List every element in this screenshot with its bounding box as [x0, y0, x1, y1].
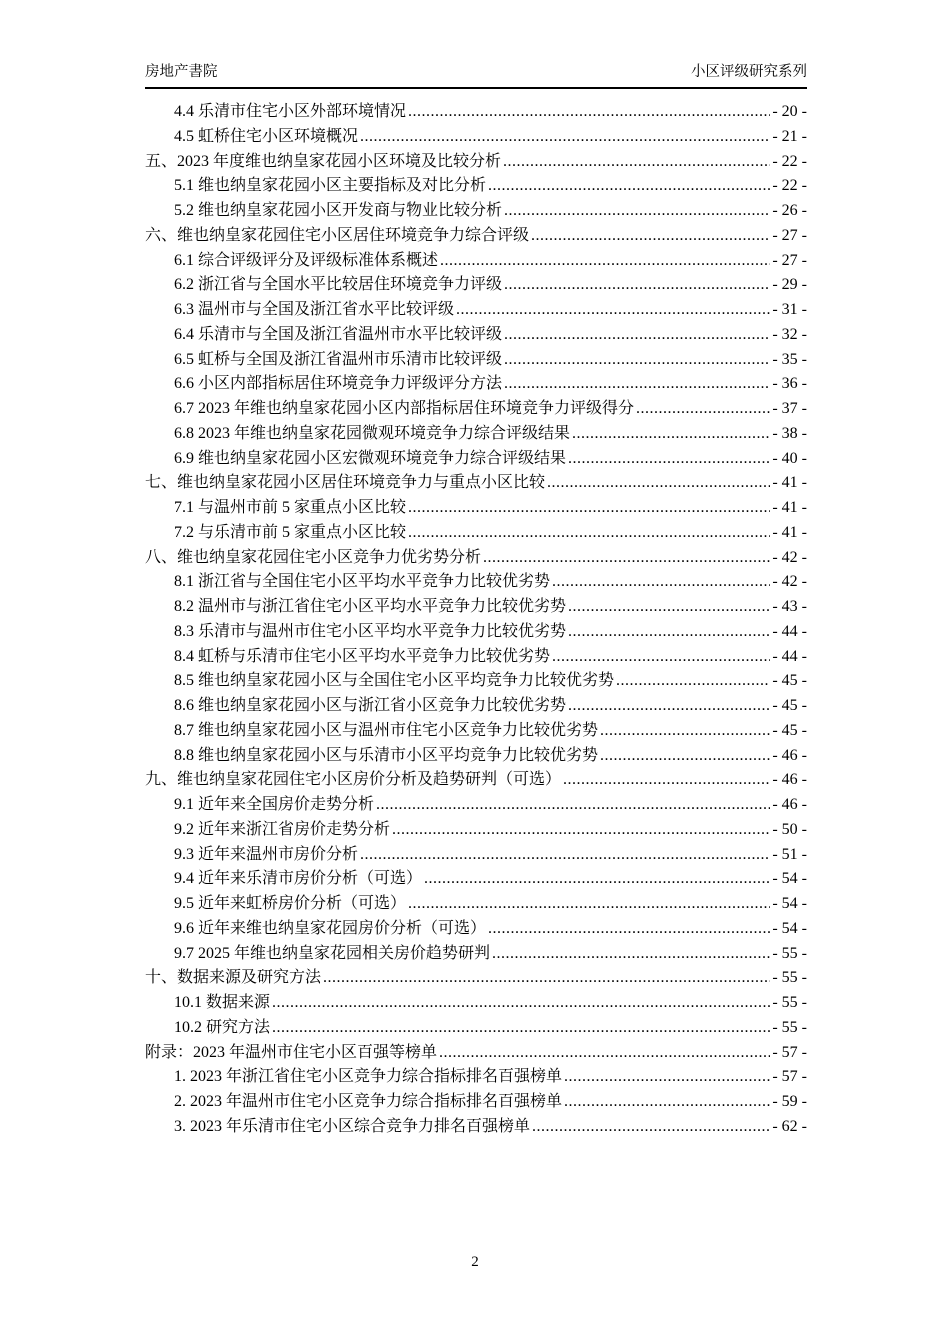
toc-entry[interactable] — [145, 150, 807, 175]
toc-entry[interactable] — [145, 620, 807, 645]
toc-leader-dots — [408, 892, 770, 917]
toc-entry-label: 9.1 近年来全国房价走势分析 — [174, 796, 375, 813]
toc-leader-dots — [531, 224, 770, 249]
toc-entry[interactable] — [145, 496, 807, 521]
toc-entry-page: - 22 - — [772, 152, 807, 170]
toc-entry-label: 4.5 虹桥住宅小区环境概况 — [174, 127, 359, 145]
toc-entry-label: 八、维也纳皇家花园住宅小区竞争力优劣势分析 — [145, 548, 482, 566]
toc-entry-page: - 41 - — [772, 523, 807, 541]
toc-entry[interactable] — [145, 1090, 807, 1115]
toc-entry[interactable] — [145, 273, 807, 298]
toc-entry-page: - 38 - — [772, 424, 807, 442]
toc-entry-page: - 20 - — [772, 103, 807, 120]
toc-leader-dots — [488, 174, 770, 199]
toc-entry-page: - 51 - — [772, 845, 807, 863]
toc-entry-page: - 62 - — [772, 1117, 807, 1135]
toc-entry[interactable] — [145, 298, 807, 323]
toc-entry-label: 七、维也纳皇家花园小区居住环境竞争力与重点小区比较 — [145, 474, 546, 492]
toc-entry-label: 5.1 维也纳皇家花园小区主要指标及对比分析 — [174, 177, 487, 195]
toc-entry[interactable] — [145, 1041, 807, 1066]
toc-entry-label: 9.6 近年来维也纳皇家花园房价分析（可选） — [174, 919, 487, 937]
toc-leader-dots — [323, 966, 770, 991]
toc-entry[interactable] — [145, 942, 807, 967]
toc-entry[interactable] — [145, 793, 807, 818]
toc-entry[interactable] — [145, 372, 807, 397]
toc-entry-label: 5.2 维也纳皇家花园小区开发商与物业比较分析 — [174, 202, 503, 219]
toc-leader-dots — [552, 570, 770, 595]
toc-entry-label: 9.4 近年来乐清市房价分析（可选） — [174, 870, 423, 888]
toc-leader-dots — [568, 447, 770, 472]
toc-leader-dots — [360, 125, 770, 150]
toc-entry-page: - 55 - — [772, 969, 807, 987]
toc-entry-label: 6.8 2023 年维也纳皇家花园微观环境竞争力综合评级结果 — [174, 424, 571, 442]
toc-entry-page: - 41 - — [772, 499, 807, 516]
toc-entry-page: - 55 - — [772, 1018, 807, 1036]
toc-entry-page: - 29 - — [772, 276, 807, 294]
toc-entry[interactable] — [145, 323, 807, 348]
toc-entry[interactable] — [145, 645, 807, 670]
toc-entry-page: - 54 - — [772, 870, 807, 888]
toc-entry-page: - 54 - — [772, 895, 807, 912]
toc-entry[interactable] — [145, 1016, 807, 1041]
toc-entry-label: 6.6 小区内部指标居住环境竞争力评级评分方法 — [174, 375, 503, 393]
toc-entry[interactable] — [145, 521, 807, 546]
toc-entry-label: 10.2 研究方法 — [174, 1018, 271, 1036]
toc-entry-page: - 50 - — [772, 820, 807, 838]
toc-leader-dots — [439, 1041, 770, 1066]
toc-entry-page: - 45 - — [772, 697, 807, 714]
toc-leader-dots — [272, 991, 770, 1016]
toc-entry[interactable] — [145, 867, 807, 892]
toc-entry-label: 10.1 数据来源 — [174, 994, 271, 1011]
table-of-contents — [145, 100, 807, 1140]
toc-leader-dots — [408, 521, 770, 546]
header-right-text: 小区评级研究系列 — [691, 64, 807, 80]
toc-entry-page: - 27 - — [772, 226, 807, 244]
toc-entry-page: - 35 - — [772, 350, 807, 368]
toc-entry[interactable] — [145, 249, 807, 274]
toc-entry-label: 十、数据来源及研究方法 — [145, 969, 322, 987]
toc-leader-dots — [492, 942, 770, 967]
toc-entry-page: - 40 - — [772, 449, 807, 467]
toc-leader-dots — [572, 422, 770, 447]
toc-entry-page: - 26 - — [772, 202, 807, 219]
toc-leader-dots — [568, 595, 770, 620]
toc-entry[interactable] — [145, 570, 807, 595]
toc-entry[interactable] — [145, 768, 807, 793]
toc-entry-label: 8.1 浙江省与全国住宅小区平均水平竞争力比较优劣势 — [174, 573, 551, 591]
toc-entry-label: 五、2023 年度维也纳皇家花园小区环境及比较分析 — [145, 152, 502, 170]
toc-entry-label: 8.5 维也纳皇家花园小区与全国住宅小区平均竞争力比较优劣势 — [174, 672, 615, 690]
toc-entry-label: 6.1 综合评级评分及评级标准体系概述 — [174, 251, 439, 269]
toc-leader-dots — [272, 1016, 770, 1041]
toc-entry-page: - 46 - — [772, 746, 807, 764]
toc-entry-label: 8.3 乐清市与温州市住宅小区平均水平竞争力比较优劣势 — [174, 622, 567, 640]
toc-leader-dots — [408, 496, 770, 521]
toc-leader-dots — [564, 1090, 770, 1115]
toc-entry-label: 6.5 虹桥与全国及浙江省温州市乐清市比较评级 — [174, 350, 503, 368]
toc-leader-dots — [504, 273, 770, 298]
page-header — [145, 64, 807, 89]
toc-leader-dots — [488, 917, 770, 942]
toc-entry-page: - 45 - — [772, 721, 807, 739]
toc-leader-dots — [532, 1115, 770, 1140]
toc-entry-page: - 37 - — [772, 400, 807, 417]
toc-entry-label: 六、维也纳皇家花园住宅小区居住环境竞争力综合评级 — [145, 226, 530, 244]
toc-entry[interactable] — [145, 744, 807, 769]
toc-entry-label: 6.2 浙江省与全国水平比较居住环境竞争力评级 — [174, 276, 503, 294]
toc-entry-page: - 59 - — [772, 1093, 807, 1110]
toc-entry[interactable] — [145, 595, 807, 620]
toc-entry-page: - 42 - — [772, 548, 807, 566]
toc-entry[interactable] — [145, 125, 807, 150]
toc-leader-dots — [568, 694, 770, 719]
toc-entry[interactable] — [145, 199, 807, 224]
toc-entry[interactable] — [145, 669, 807, 694]
toc-entry-page: - 21 - — [772, 127, 807, 145]
toc-entry[interactable] — [145, 1115, 807, 1140]
toc-leader-dots — [456, 298, 770, 323]
toc-entry-label: 1. 2023 年浙江省住宅小区竞争力综合指标排名百强榜单 — [174, 1068, 563, 1086]
toc-leader-dots — [600, 719, 770, 744]
toc-entry-page: - 57 - — [772, 1068, 807, 1086]
toc-entry-page: - 31 - — [772, 301, 807, 318]
toc-entry-label: 8.6 维也纳皇家花园小区与浙江省小区竞争力比较优劣势 — [174, 697, 567, 714]
toc-entry-label: 8.8 维也纳皇家花园小区与乐清市小区平均竞争力比较优劣势 — [174, 746, 599, 764]
toc-leader-dots — [616, 669, 770, 694]
toc-entry-label: 9.3 近年来温州市房价分析 — [174, 845, 359, 863]
toc-leader-dots — [552, 645, 770, 670]
toc-entry-page: - 45 - — [772, 672, 807, 690]
toc-entry-page: - 43 - — [772, 598, 807, 615]
footer-page-number: 2 — [471, 1254, 479, 1270]
toc-entry-page: - 55 - — [772, 944, 807, 962]
toc-leader-dots — [504, 348, 770, 373]
toc-leader-dots — [424, 867, 770, 892]
toc-entry-label: 九、维也纳皇家花园住宅小区房价分析及趋势研判（可选） — [145, 771, 562, 789]
toc-entry[interactable] — [145, 818, 807, 843]
toc-entry-page: - 36 - — [772, 375, 807, 393]
toc-leader-dots — [504, 199, 770, 224]
toc-entry-label: 8.4 虹桥与乐清市住宅小区平均水平竞争力比较优劣势 — [174, 647, 551, 665]
toc-leader-dots — [376, 793, 770, 818]
toc-entry-label: 2. 2023 年温州市住宅小区竞争力综合指标排名百强榜单 — [174, 1093, 563, 1110]
toc-leader-dots — [360, 843, 770, 868]
toc-entry-page: - 46 - — [772, 771, 807, 789]
toc-entry-label: 6.7 2023 年维也纳皇家花园小区内部指标居住环境竞争力评级得分 — [174, 400, 635, 417]
header-left-text: 房地产書院 — [145, 64, 218, 80]
toc-entry[interactable] — [145, 471, 807, 496]
toc-entry-page: - 42 - — [772, 573, 807, 591]
toc-entry[interactable] — [145, 991, 807, 1016]
toc-leader-dots — [392, 818, 770, 843]
toc-entry-label: 9.7 2025 年维也纳皇家花园相关房价趋势研判 — [174, 944, 491, 962]
toc-entry-label: 4.4 乐清市住宅小区外部环境情况 — [174, 103, 407, 120]
toc-entry[interactable] — [145, 843, 807, 868]
toc-leader-dots — [483, 546, 770, 571]
toc-entry-page: - 55 - — [772, 994, 807, 1011]
toc-entry[interactable] — [145, 917, 807, 942]
toc-entry-label: 7.2 与乐清市前 5 家重点小区比较 — [174, 523, 407, 541]
toc-entry-page: - 27 - — [772, 251, 807, 269]
toc-leader-dots — [503, 150, 770, 175]
toc-entry-page: - 22 - — [772, 177, 807, 195]
toc-entry-label: 6.4 乐清市与全国及浙江省温州市水平比较评级 — [174, 325, 503, 343]
toc-entry-page: - 44 - — [772, 647, 807, 665]
toc-entry[interactable] — [145, 174, 807, 199]
toc-entry-label: 6.9 维也纳皇家花园小区宏微观环境竞争力综合评级结果 — [174, 449, 567, 467]
toc-leader-dots — [547, 471, 770, 496]
toc-entry-label: 9.2 近年来浙江省房价走势分析 — [174, 820, 391, 838]
toc-entry[interactable] — [145, 966, 807, 991]
toc-leader-dots — [440, 249, 770, 274]
toc-entry-page: - 32 - — [772, 325, 807, 343]
toc-entry[interactable] — [145, 100, 807, 125]
toc-entry[interactable] — [145, 447, 807, 472]
toc-entry-page: - 57 - — [772, 1043, 807, 1061]
toc-entry-label: 8.2 温州市与浙江省住宅小区平均水平竞争力比较优劣势 — [174, 598, 567, 615]
toc-entry[interactable] — [145, 348, 807, 373]
toc-leader-dots — [564, 1065, 770, 1090]
toc-entry-label: 9.5 近年来虹桥房价分析（可选） — [174, 895, 407, 912]
toc-leader-dots — [636, 397, 770, 422]
toc-entry[interactable] — [145, 719, 807, 744]
toc-entry[interactable] — [145, 422, 807, 447]
toc-entry-page: - 41 - — [772, 474, 807, 492]
toc-entry-label: 7.1 与温州市前 5 家重点小区比较 — [174, 499, 407, 516]
toc-entry-page: - 46 - — [772, 796, 807, 813]
toc-entry[interactable] — [145, 1065, 807, 1090]
toc-leader-dots — [568, 620, 770, 645]
toc-entry-label: 3. 2023 年乐清市住宅小区综合竞争力排名百强榜单 — [174, 1117, 531, 1135]
toc-leader-dots — [504, 372, 770, 397]
toc-entry-label: 8.7 维也纳皇家花园小区与温州市住宅小区竞争力比较优劣势 — [174, 721, 599, 739]
toc-entry-label: 附录：2023 年温州市住宅小区百强等榜单 — [145, 1043, 438, 1061]
toc-entry[interactable] — [145, 892, 807, 917]
toc-entry[interactable] — [145, 546, 807, 571]
toc-leader-dots — [408, 100, 770, 125]
toc-leader-dots — [563, 768, 770, 793]
toc-entry[interactable] — [145, 397, 807, 422]
page-footer — [0, 1254, 950, 1271]
toc-entry-page: - 44 - — [772, 622, 807, 640]
toc-leader-dots — [504, 323, 770, 348]
toc-leader-dots — [600, 744, 770, 769]
toc-entry[interactable] — [145, 224, 807, 249]
toc-entry[interactable] — [145, 694, 807, 719]
toc-entry-label: 6.3 温州市与全国及浙江省水平比较评级 — [174, 301, 455, 318]
toc-entry-page: - 54 - — [772, 919, 807, 937]
